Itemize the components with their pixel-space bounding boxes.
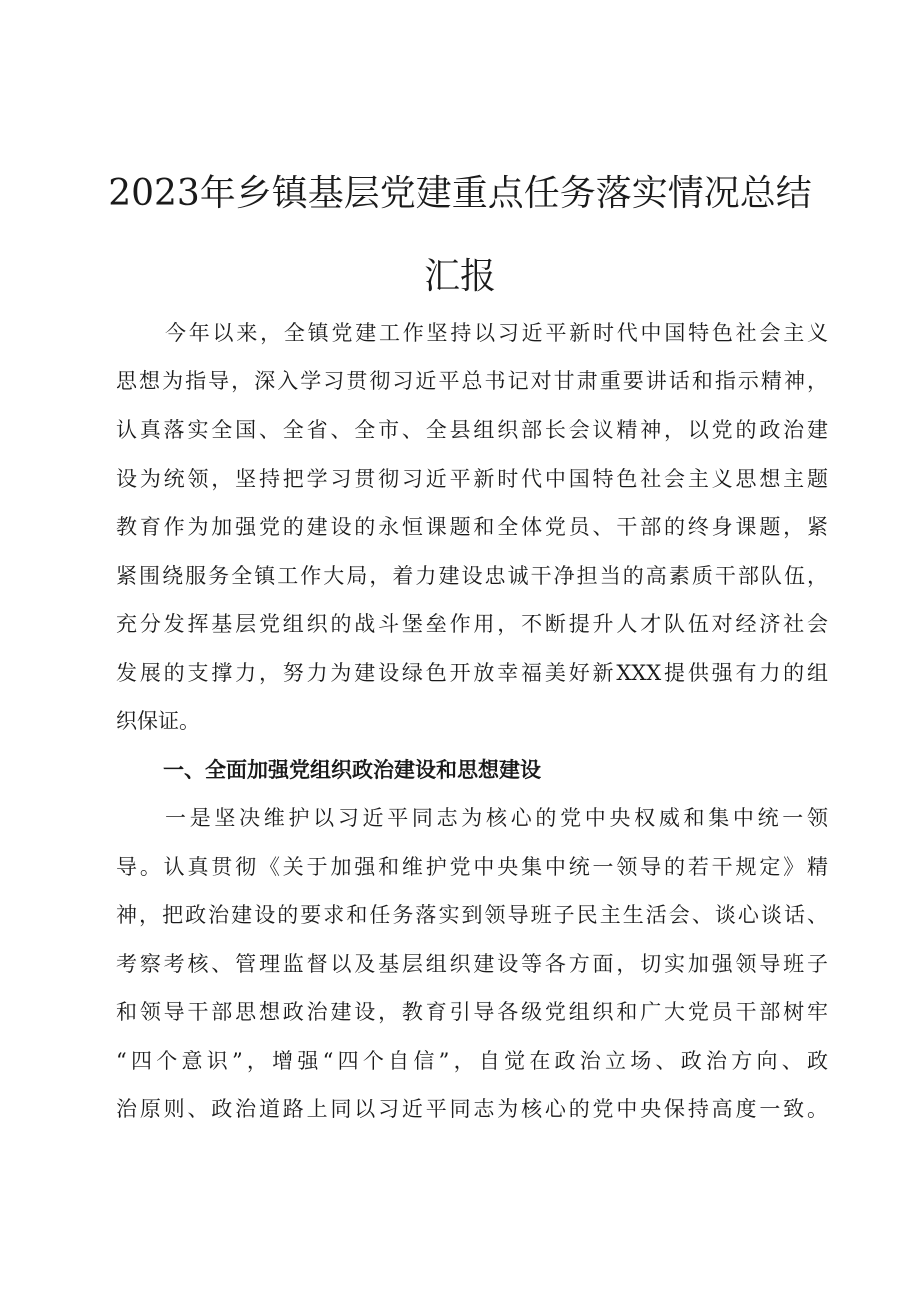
intro-line-2: 思想为指导，深入学习贯彻习近平总书记对甘肃重要讲话和指示精神， bbox=[116, 369, 828, 393]
section-1-line-6: “四个意识”，增强“四个自信”，自觉在政治立场、政治方向、政 bbox=[116, 1049, 828, 1073]
section-1-line-4: 考察考核、管理监督以及基层组织建设等各方面，切实加强领导班子 bbox=[116, 952, 828, 976]
section-1-line-3: 神，把政治建设的要求和任务落实到领导班子民主生活会、谈心谈话、 bbox=[116, 903, 828, 927]
intro-line-6: 紧围绕服务全镇工作大局，着力建设忠诚干净担当的高素质干部队伍， bbox=[116, 564, 828, 588]
section-1-line-2: 导。认真贯彻《关于加强和维护党中央集中统一领导的若干规定》精 bbox=[116, 855, 828, 879]
document-title-line-2: 汇报 bbox=[423, 256, 496, 297]
document-title-line-1: 2023年乡镇基层党建重点任务落实情况总结 bbox=[108, 173, 812, 214]
section-1-line-7: 治原则、政治道路上同以习近平同志为核心的党中央保持高度一致。 bbox=[116, 1097, 828, 1121]
intro-line-8: 发展的支撑力，努力为建设绿色开放幸福美好新XXX提供强有力的组 bbox=[116, 661, 828, 685]
section-1-line-1: 一是坚决维护以习近平同志为核心的党中央权威和集中统一领 bbox=[165, 806, 828, 830]
intro-line-1: 今年以来，全镇党建工作坚持以习近平新时代中国特色社会主义 bbox=[165, 321, 828, 345]
intro-line-4: 设为统领，坚持把学习贯彻习近平新时代中国特色社会主义思想主题 bbox=[116, 467, 828, 491]
intro-line-5: 教育作为加强党的建设的永恒课题和全体党员、干部的终身课题，紧 bbox=[116, 515, 828, 539]
section-1-heading: 一、全面加强党组织政治建设和思想建设 bbox=[163, 758, 541, 782]
intro-line-7: 充分发挥基层党组织的战斗堡垒作用，不断提升人才队伍对经济社会 bbox=[116, 612, 828, 636]
intro-line-9: 织保证。 bbox=[116, 709, 200, 733]
intro-line-3: 认真落实全国、全省、全市、全县组织部长会议精神，以党的政治建 bbox=[116, 418, 828, 442]
section-1-line-5: 和领导干部思想政治建设，教育引导各级党组织和广大党员干部树牢 bbox=[116, 1000, 828, 1024]
